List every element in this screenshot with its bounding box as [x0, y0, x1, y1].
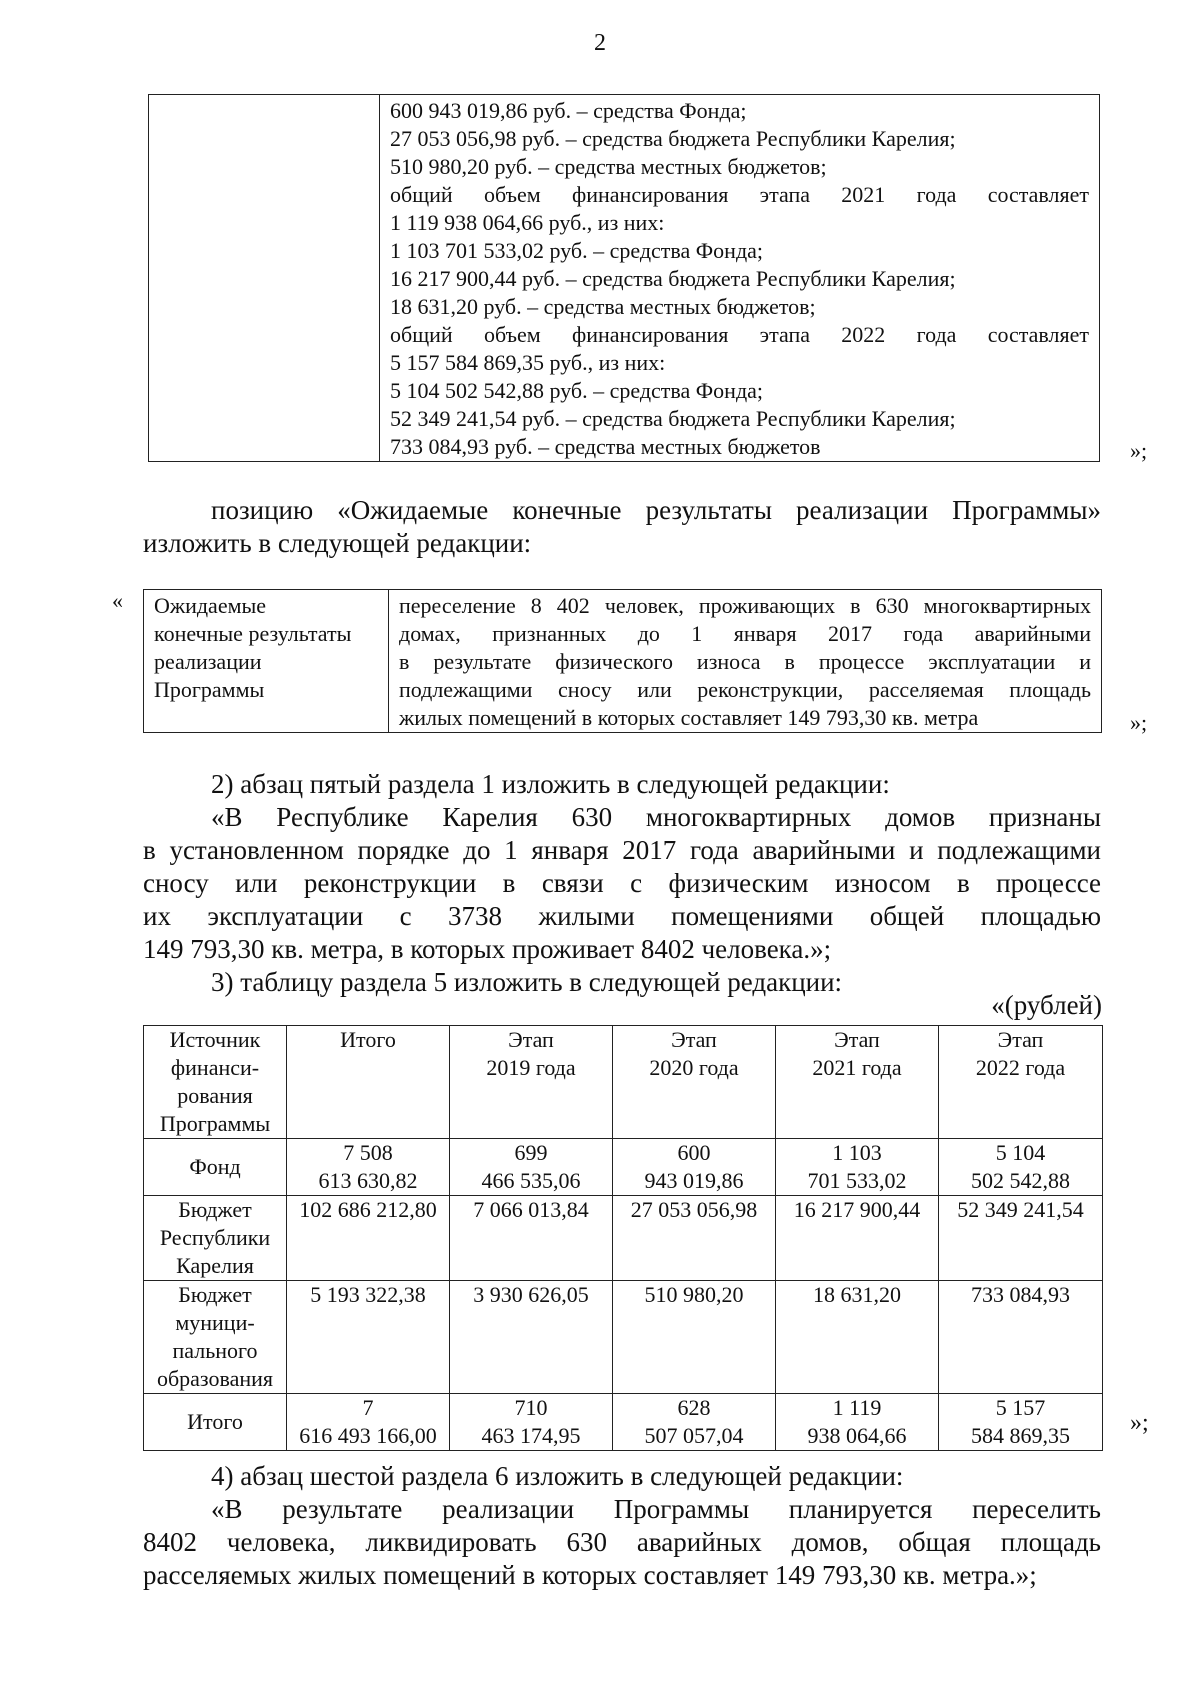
row-label — [144, 1196, 287, 1281]
cell-text-line: 1 119 — [832, 1395, 882, 1420]
intro-line: позицию «Ожидаемые конечные результаты реализации Программы» — [211, 495, 1101, 525]
cell-text-line: 5 104 — [995, 1140, 1046, 1165]
cell-text-line: 2022 года — [975, 1055, 1066, 1080]
header-2019 — [450, 1026, 613, 1139]
table-cell — [939, 1281, 1103, 1394]
section-5-finance-table — [143, 1025, 1103, 1451]
cell-text-line: Карелия — [176, 1253, 254, 1278]
table-cell — [613, 1394, 776, 1451]
cell-text-line: финанси- — [170, 1055, 260, 1080]
cell-text-line: 699 — [514, 1140, 548, 1165]
result-line: переселение 8 402 человек, проживающих в 630 многоквартирных — [399, 593, 1091, 618]
row-label — [144, 1394, 287, 1451]
cell-text-line: 943 019,86 — [644, 1168, 744, 1193]
cell-text-line: Этап — [997, 1027, 1044, 1052]
cell-text-line: Фонд — [189, 1154, 241, 1179]
cell-text-line: 938 064,66 — [807, 1423, 907, 1448]
table-cell — [613, 1281, 776, 1394]
cell-text-line: 52 349 241,54 — [957, 1197, 1084, 1222]
header-source — [144, 1026, 287, 1139]
item-4-line: «В результате реализации Программы планируется переселить — [211, 1494, 1101, 1524]
cell-text-line: рования — [177, 1083, 253, 1108]
cell-text-line: 502 542,88 — [971, 1168, 1070, 1193]
financing-line: общий объем финансирования этапа 2022 года составляет — [390, 322, 1089, 347]
cell-text-line: Республики — [159, 1225, 271, 1250]
cell-text-line: 701 533,02 — [807, 1168, 907, 1193]
cell-text-line: 7 508 — [343, 1140, 393, 1165]
financing-line: 5 104 502 542,88 руб. – средства Фонда; — [390, 378, 764, 403]
expected-results-table — [143, 589, 1102, 733]
cell-text-line: 5 193 322,38 — [310, 1282, 426, 1307]
item-2-line: 149 793,30 кв. метра, в которых проживает 8402 человека.»; — [143, 934, 832, 964]
empty-label-cell — [149, 95, 380, 462]
cell-text-line: 7 066 013,84 — [473, 1197, 589, 1222]
table-cell — [776, 1196, 939, 1281]
cell-text-line: 600 — [677, 1140, 711, 1165]
cell-text-line: Бюджет — [178, 1282, 252, 1307]
table-row — [144, 1196, 1103, 1281]
closing-quote: »; — [1130, 710, 1148, 735]
table-cell — [287, 1139, 450, 1196]
page-number: 2 — [594, 30, 606, 56]
item-4-paragraph — [143, 1460, 1101, 1592]
table-cell — [613, 1196, 776, 1281]
item-2-paragraph — [143, 768, 1101, 999]
financing-line: 52 349 241,54 руб. – средства бюджета Республики Карелия; — [390, 406, 956, 431]
cell-text-line: 1 103 — [832, 1140, 882, 1165]
financing-line: 600 943 019,86 руб. – средства Фонда; — [390, 98, 747, 123]
cell-text-line: 16 217 900,44 — [793, 1197, 921, 1222]
financing-line: 1 119 938 064,66 руб., из них: — [390, 210, 665, 235]
intro-paragraph — [143, 494, 1101, 560]
item-2-line: их эксплуатации с 3738 жилыми помещениями общей площадью — [143, 901, 1101, 931]
cell-text-line: Программы — [159, 1111, 271, 1136]
table-cell — [776, 1394, 939, 1451]
table-cell — [776, 1281, 939, 1394]
financing-table-continuation — [148, 94, 1100, 462]
expected-results-text — [389, 590, 1102, 733]
cell-text-line: Источник — [169, 1027, 261, 1052]
result-line: в результате физического износа в процессе эксплуатации и — [399, 649, 1091, 674]
cell-text-line: Итого — [187, 1409, 243, 1434]
cell-text-line: Этап — [671, 1027, 717, 1052]
table-cell — [450, 1139, 613, 1196]
financing-volume-cell — [380, 95, 1100, 462]
cell-text-line: Итого — [340, 1027, 396, 1052]
item-2-line: «В Республике Карелия 630 многоквартирных домов признаны — [211, 802, 1101, 832]
cell-text-line: Бюджет — [178, 1197, 252, 1222]
table-cell — [287, 1394, 450, 1451]
financing-line: 18 631,20 руб. – средства местных бюджетов; — [390, 294, 816, 319]
expected-results-label — [144, 590, 389, 733]
row-label — [144, 1139, 287, 1196]
cell-text-line: 27 053 056,98 — [630, 1197, 758, 1222]
cell-text-line: 628 — [677, 1395, 711, 1420]
item-2-line: в установленном порядке до 1 января 2017 года аварийными и подлежащими — [143, 835, 1101, 865]
item-3-title: 3) таблицу раздела 5 изложить в следующей редакции: — [211, 967, 843, 997]
header-2021 — [776, 1026, 939, 1139]
table-row — [144, 1394, 1103, 1451]
cell-text-line: 733 084,93 — [971, 1282, 1070, 1307]
cell-text-line: 102 686 212,80 — [299, 1197, 437, 1222]
table-header-row — [144, 1026, 1103, 1139]
header-2022 — [939, 1026, 1103, 1139]
cell-text-line: 7 — [362, 1395, 374, 1420]
label-line: Программы — [154, 677, 265, 702]
label-line: Ожидаемые — [154, 593, 267, 618]
table-cell — [939, 1139, 1103, 1196]
cell-text-line: 2021 года — [812, 1055, 902, 1080]
table-cell — [450, 1394, 613, 1451]
cell-text-line: 510 980,20 — [644, 1282, 744, 1307]
financing-line: 16 217 900,44 руб. – средства бюджета Республики Карелия; — [390, 266, 956, 291]
item-2-title: 2) абзац пятый раздела 1 изложить в следующей редакции: — [211, 769, 890, 799]
financing-line: 27 053 056,98 руб. – средства бюджета Республики Карелия; — [390, 126, 956, 151]
label-line: конечные результаты — [154, 621, 352, 646]
table-cell — [450, 1281, 613, 1394]
cell-text-line: 507 057,04 — [644, 1423, 744, 1448]
cell-text-line: 616 493 166,00 — [299, 1423, 437, 1448]
cell-text-line: пального — [172, 1338, 258, 1363]
units-label: «(рублей) — [991, 990, 1102, 1020]
cell-text-line: 2020 года — [649, 1055, 739, 1080]
item-2-line: сносу или реконструкции в связи с физическим износом в процессе — [143, 868, 1101, 898]
cell-text-line: 18 631,20 — [813, 1282, 901, 1307]
table-cell — [939, 1196, 1103, 1281]
result-line: подлежащими сносу или реконструкции, расселяемая площадь — [399, 677, 1091, 702]
financing-line: 510 980,20 руб. – средства местных бюджетов; — [390, 154, 827, 179]
financing-line: 5 157 584 869,35 руб., из них: — [390, 350, 666, 375]
financing-line: общий объем финансирования этапа 2021 года составляет — [390, 182, 1089, 207]
closing-quote: »; — [1130, 438, 1148, 463]
table-cell — [613, 1139, 776, 1196]
cell-text-line: 584 869,35 — [971, 1423, 1070, 1448]
financing-line: 733 084,93 руб. – средства местных бюджетов — [390, 434, 821, 459]
table-row — [144, 1139, 1103, 1196]
table-cell — [287, 1196, 450, 1281]
cell-text-line: 613 630,82 — [318, 1168, 418, 1193]
cell-text-line: образования — [156, 1366, 274, 1391]
cell-text-line: муници- — [175, 1310, 255, 1335]
opening-quote: « — [112, 588, 123, 613]
table-row — [144, 1281, 1103, 1394]
row-label — [144, 1281, 287, 1394]
table-cell — [939, 1394, 1103, 1451]
header-2020 — [613, 1026, 776, 1139]
result-line: жилых помещений в которых составляет 149 793,30 кв. метра — [399, 705, 979, 730]
table-cell — [287, 1281, 450, 1394]
result-line: домах, признанных до 1 января 2017 года аварийными — [399, 621, 1091, 646]
header-total — [287, 1026, 450, 1139]
cell-text-line: Этап — [834, 1027, 880, 1052]
financing-line: 1 103 701 533,02 руб. – средства Фонда; — [390, 238, 764, 263]
cell-text-line: 5 157 — [995, 1395, 1046, 1420]
closing-quote: »; — [1130, 1410, 1149, 1436]
item-4-title: 4) абзац шестой раздела 6 изложить в следующей редакции: — [211, 1461, 904, 1491]
cell-text-line: 3 930 626,05 — [473, 1282, 589, 1307]
cell-text-line: Этап — [508, 1027, 554, 1052]
label-line: реализации — [154, 649, 262, 674]
cell-text-line: 466 535,06 — [481, 1168, 581, 1193]
cell-text-line: 463 174,95 — [481, 1423, 581, 1448]
table-cell — [776, 1139, 939, 1196]
item-4-line: 8402 человека, ликвидировать 630 аварийных домов, общая площадь — [143, 1527, 1101, 1557]
table-cell — [450, 1196, 613, 1281]
intro-line: изложить в следующей редакции: — [143, 528, 532, 558]
item-4-line: расселяемых жилых помещений в которых составляет 149 793,30 кв. метра.»; — [143, 1560, 1037, 1590]
cell-text-line: 710 — [514, 1395, 548, 1420]
cell-text-line: 2019 года — [486, 1055, 576, 1080]
